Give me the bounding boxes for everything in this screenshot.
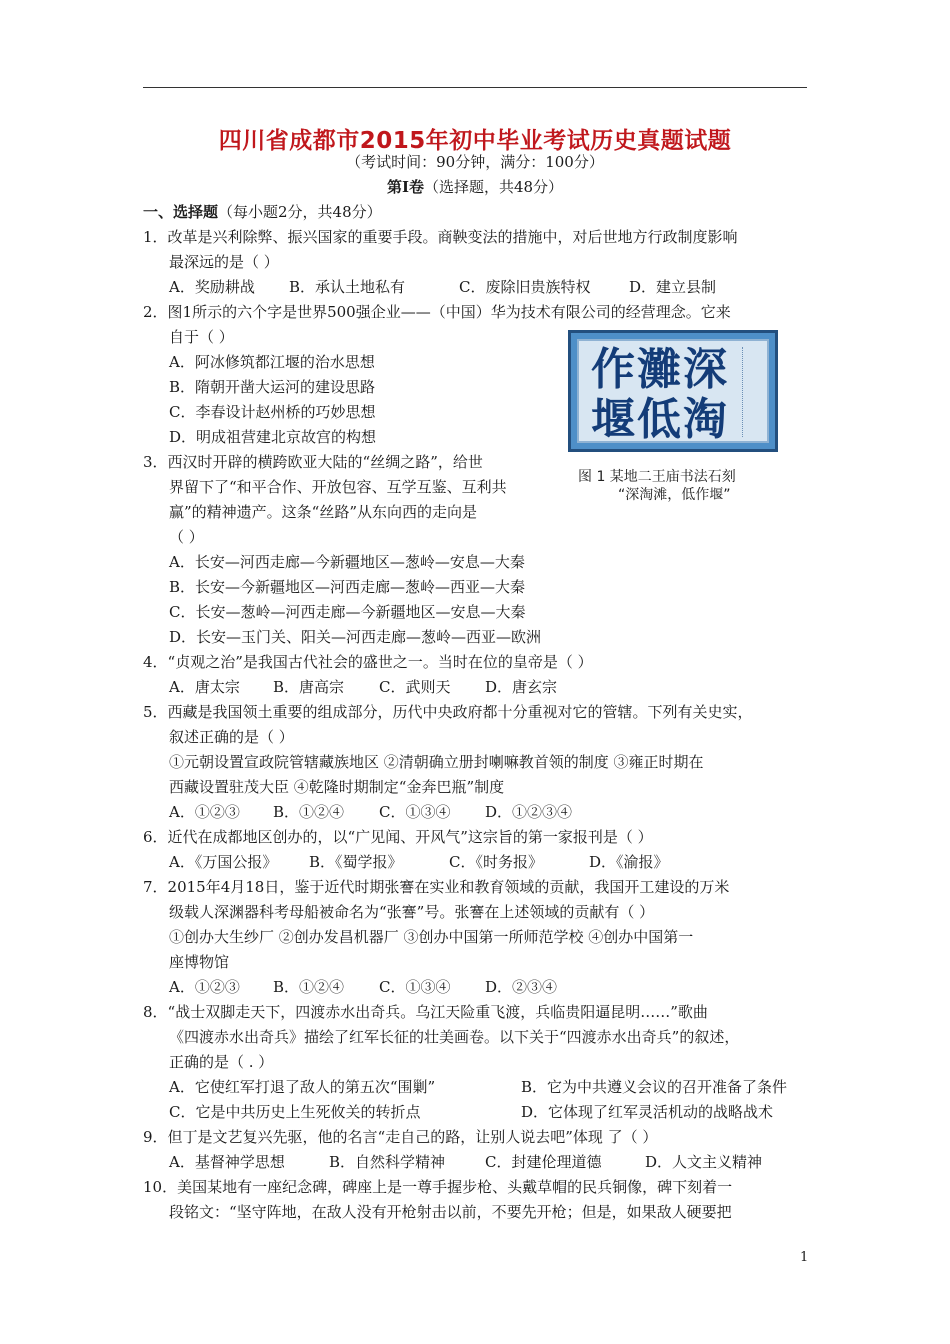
exam-info: （考试时间：90分钟，满分：100分） <box>346 153 604 171</box>
question-stem: 1．改革是兴利除弊、振兴国家的重要手段。商鞅变法的措施中，对后世地方行政制度影响 <box>143 228 738 246</box>
answer-option: D．它体现了红军灵活机动的战略战术 <box>521 1103 774 1121</box>
answer-option: A．①②③ <box>169 978 240 996</box>
answer-option: A．阿冰修筑都江堰的治水思想 <box>169 353 375 371</box>
question-stem: 8．“战士双脚走天下，四渡赤水出奇兵。乌江天险重飞渡，兵临贵阳逼昆明……”歌曲 <box>143 1003 708 1021</box>
inscription-row-2: 堰低淘 <box>591 394 729 445</box>
question-stem: 10．美国某地有一座纪念碑，碑座上是一尊手握步枪、头戴草帽的民兵铜像，碑下刻着一 <box>143 1178 733 1196</box>
option-row <box>143 350 589 375</box>
answer-option: C．武则天 <box>379 678 451 696</box>
answer-option: D．《渝报》 <box>589 853 669 871</box>
inscription-side-text <box>742 347 763 437</box>
answer-option: A．①②③ <box>169 803 240 821</box>
part-desc: （选择题，共48分） <box>423 178 564 196</box>
question-stem: 7．2015年4月18日，鉴于近代时期张謇在实业和教育领域的贡献，我国开工建设的万米 <box>143 878 730 896</box>
option-row <box>143 800 813 825</box>
question-stem-continued: 西藏设置驻茂大臣 ④乾隆时期制定“金奔巴瓶”制度 <box>169 778 505 796</box>
answer-option: A．《万国公报》 <box>169 853 278 871</box>
question-stem-continued: 叙述正确的是（ ） <box>169 728 294 746</box>
answer-option: A．唐太宗 <box>169 678 240 696</box>
answer-option: D．①②③④ <box>485 803 573 821</box>
question-stem-continued: 最深远的是（ ） <box>169 253 279 271</box>
part-label: 第Ⅰ卷 <box>386 178 424 196</box>
option-row <box>143 575 813 600</box>
answer-option: D．唐玄宗 <box>485 678 558 696</box>
answer-option: B．它为中共遵义会议的召开准备了条件 <box>521 1078 788 1096</box>
inscription-panel <box>577 339 769 443</box>
option-row <box>143 275 813 300</box>
answer-option: B．自然科学精神 <box>329 1153 446 1171</box>
inscription-row-1: 作灘深 <box>591 344 729 395</box>
option-row <box>143 550 813 575</box>
question-stem-continued: 段铭文：“坚守阵地，在敌人没有开枪射击以前，不要先开枪；但是，如果敌人硬要把 <box>169 1203 732 1221</box>
option-row <box>143 850 813 875</box>
question-stem: 6．近代在成都地区创办的，以“广见闻、开风气”这宗旨的第一家报刊是（ ） <box>143 828 653 846</box>
answer-option: C．长安—葱岭—河西走廊—今新疆地区—安息—大秦 <box>169 603 526 621</box>
page-number: 1 <box>800 1250 809 1265</box>
answer-option: C．李春设计赵州桥的巧妙思想 <box>169 403 376 421</box>
answer-option: D．明成祖营建北京故宫的构想 <box>169 428 377 446</box>
section-title: 一、选择题 <box>143 203 219 221</box>
answer-option: B．①②④ <box>273 978 345 996</box>
answer-option: D．建立县制 <box>629 278 717 296</box>
question-stem: 3．西汉时开辟的横跨欧亚大陆的“丝绸之路”，给世 <box>143 453 483 471</box>
answer-option: B．唐高宗 <box>273 678 345 696</box>
option-row <box>143 425 589 450</box>
option-row <box>143 1075 813 1100</box>
question-stem-continued: 座博物馆 <box>169 953 230 971</box>
answer-option: C．①③④ <box>379 978 451 996</box>
answer-option: C．它是中共历史上生死攸关的转折点 <box>169 1103 421 1121</box>
answer-option: D．长安—玉门关、阳关—河西走廊—葱岭—西亚—欧洲 <box>169 628 542 646</box>
answer-option: C．封建伦理道德 <box>485 1153 602 1171</box>
part-heading <box>0 176 950 197</box>
option-row <box>143 600 813 625</box>
option-row <box>143 625 813 650</box>
question-stem: 2．图1所示的六个字是世界500强企业——（中国）华为技术有限公司的经营理念。它来 <box>143 303 731 321</box>
section-heading <box>143 200 813 225</box>
header-rule <box>143 87 807 88</box>
question-stem-continued: 级载人深渊器科考母船被命名为“张謇”号。张謇在上述领域的贡献有（ ） <box>169 903 655 921</box>
option-row <box>143 975 813 1000</box>
option-row <box>143 675 813 700</box>
question-stem-continued: ①创办大生纱厂 ②创办发昌机器厂 ③创办中国第一所师范学校 ④创办中国第一 <box>169 928 694 946</box>
option-row <box>143 375 589 400</box>
question-stem-continued: （ ） <box>169 528 204 546</box>
caption-line-2: “深淘滩，低作堰” <box>618 487 731 503</box>
answer-option: A．长安—河西走廊—今新疆地区—葱岭—安息—大秦 <box>169 553 525 571</box>
question-stem-continued: 自于（ ） <box>169 328 234 346</box>
question-stem-continued: 正确的是（ . ） <box>169 1053 274 1071</box>
question-stem: 9．但丁是文艺复兴先驱，他的名言“走自己的路，让别人说去吧”体现 了（ ） <box>143 1128 658 1146</box>
answer-option: A．奖励耕战 <box>169 278 255 296</box>
figure-stone-inscription <box>568 330 778 452</box>
answer-option: C．废除旧贵族特权 <box>459 278 591 296</box>
question-stem: 5．西藏是我国领土重要的组成部分，历代中央政府都十分重视对它的管辖。下列有关史实， <box>143 703 753 721</box>
option-row <box>143 400 589 425</box>
question-stem-continued: 界留下了“和平合作、开放包容、互学互鉴、互利共 <box>169 478 507 496</box>
answer-option: C．《时务报》 <box>449 853 543 871</box>
answer-option: D．②③④ <box>485 978 558 996</box>
answer-option: B．《蜀学报》 <box>309 853 403 871</box>
answer-option: B．隋朝开凿大运河的建设思路 <box>169 378 376 396</box>
answer-option: D．人文主义精神 <box>645 1153 763 1171</box>
answer-option: B．长安—今新疆地区—河西走廊—葱岭—西亚—大秦 <box>169 578 526 596</box>
inscription-text <box>591 345 761 445</box>
question-stem-continued: ①元朝设置宣政院管辖藏族地区 ②清朝确立册封喇嘛教首领的制度 ③雍正时期在 <box>169 753 704 771</box>
figure-caption <box>578 468 736 504</box>
answer-option: B．①②④ <box>273 803 345 821</box>
answer-option: A．基督神学思想 <box>169 1153 285 1171</box>
answer-option: A．它使红军打退了敌人的第五次“围剿” <box>169 1078 436 1096</box>
question-stem-continued: 《四渡赤水出奇兵》描绘了红军长征的壮美画卷。以下关于“四渡赤水出奇兵”的叙述， <box>169 1028 740 1046</box>
answer-option: C．①③④ <box>379 803 451 821</box>
caption-line-1: 图 1 某地二王庙书法石刻 <box>578 469 736 485</box>
option-row <box>143 1100 813 1125</box>
section-desc: （每小题2分，共48分） <box>218 203 382 221</box>
question-stem: 4．“贞观之治”是我国古代社会的盛世之一。当时在位的皇帝是（ ） <box>143 653 593 671</box>
page-title: 四川省成都市2015年初中毕业考试历史真题试题 <box>218 128 732 154</box>
answer-option: B．承认土地私有 <box>289 278 406 296</box>
option-row <box>143 1150 813 1175</box>
question-stem-continued: 赢”的精神遗产。这条“丝路”从东向西的走向是 <box>169 503 478 521</box>
